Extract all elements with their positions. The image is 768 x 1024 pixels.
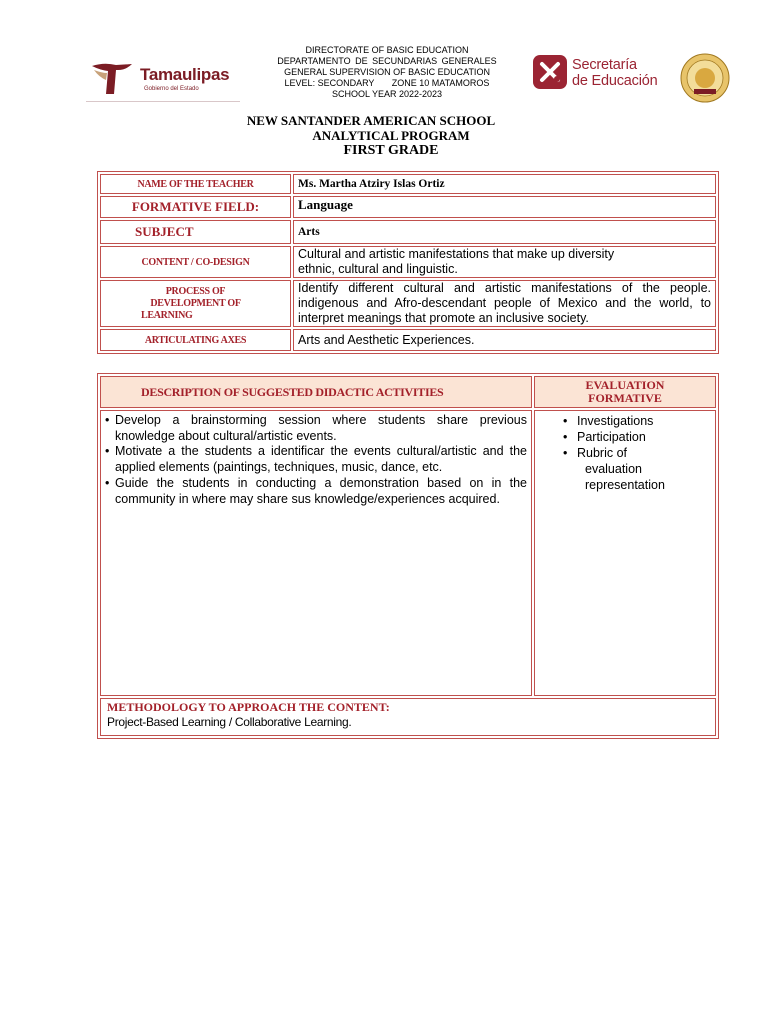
header-line: GENERAL SUPERVISION OF BASIC EDUCATION: [284, 67, 490, 77]
secretaria-emblem-icon: [533, 55, 567, 89]
program-title: ANALYTICAL PROGRAM: [312, 128, 470, 143]
grade-title: FIRST GRADE: [343, 143, 439, 158]
header-line: SCHOOL YEAR 2022-2023: [331, 89, 443, 99]
evaluation-header-line: FORMATIVE: [588, 391, 662, 405]
supervision-seal-icon: [680, 53, 730, 103]
activities-header: DESCRIPTION OF SUGGESTED DIDACTIC ACTIVITIES: [100, 376, 532, 408]
subject-value: Arts: [293, 220, 716, 244]
teacher-label: NAME OF THE TEACHER: [100, 174, 291, 194]
evaluation-text: Participation: [577, 430, 646, 444]
header-line: DEPARTAMENTO DE SECUNDARIAS GENERALES: [277, 56, 497, 66]
header-lines: [262, 45, 512, 100]
secretaria-line1: Secretaría: [572, 57, 637, 73]
activity-item: • Guide the students in conducting a demonstration based on in the community in where may share sus knowledge/experiences acquired.: [105, 475, 527, 506]
content-value-line: ethnic, cultural and linguistic.: [298, 262, 458, 276]
tamaulipas-subtitle: Gobierno del Estado: [144, 86, 199, 92]
process-label: [100, 280, 291, 327]
evaluation-header-line: EVALUATION: [585, 378, 665, 392]
methodology-value: Project-Based Learning / Collaborative Learning.: [107, 715, 352, 729]
evaluation-text: Investigations: [577, 414, 654, 428]
field-value: Language: [293, 196, 716, 218]
tamaulipas-name: Tamaulipas: [140, 65, 230, 84]
activity-text: Motivate a the students a identificar the events cultural/artistic and the applied elements (paintings, techniques, music, dance, etc.: [115, 444, 527, 475]
secretaria-line2: de Educación: [572, 73, 658, 89]
activity-text: Develop a brainstorming session where students share previous knowledge about cultural/artistic events.: [115, 413, 527, 443]
school-name: NEW SANTANDER AMERICAN SCHOOL: [246, 113, 496, 128]
header-line: LEVEL: SECONDARY ZONE 10 MATAMOROS: [284, 78, 490, 88]
teacher-value: Ms. Martha Atziry Islas Ortiz: [293, 174, 716, 194]
evaluation-item-cont: [563, 477, 711, 493]
header-line: DIRECTORATE OF BASIC EDUCATION: [305, 45, 469, 55]
logo-divider: [86, 101, 240, 102]
evaluation-header: [534, 376, 716, 408]
activity-text: Guide the students in conducting a demonstration based on in the community in where may share sus knowledge/experiences acquired.: [115, 475, 527, 506]
process-label-line: DEVELOPMENT OF: [150, 297, 241, 309]
process-value: Identify different cultural and artistic manifestations of the people. indigenous and Afro-descendant people of Mexico and the world, to interpret meanings that promote an inclusive society.: [293, 280, 716, 327]
activities-list: [100, 410, 532, 696]
subject-label: SUBJECT: [100, 220, 291, 244]
field-label: FORMATIVE FIELD:: [100, 196, 291, 218]
evaluation-item: • Participation: [563, 430, 646, 444]
content-label: CONTENT / CO-DESIGN: [100, 246, 291, 278]
content-value: [293, 246, 716, 278]
activities-table: [97, 373, 719, 739]
evaluation-text: Rubric of: [577, 446, 628, 460]
tamaulipas-emblem-icon: [90, 62, 134, 96]
tamaulipas-logo: [88, 58, 240, 104]
evaluation-text: representation: [585, 478, 665, 492]
methodology-cell: [100, 698, 716, 736]
content-value-line: Cultural and artistic manifestations that make up diversity: [298, 247, 615, 261]
evaluation-item-cont: [563, 461, 711, 477]
evaluation-item: • Investigations: [563, 414, 654, 428]
axes-label: ARTICULATING AXES: [100, 329, 291, 351]
axes-value: Arts and Aesthetic Experiences.: [293, 329, 716, 351]
process-label-line: PROCESS OF: [165, 285, 226, 297]
info-table: [97, 171, 719, 354]
methodology-label: METHODOLOGY TO APPROACH THE CONTENT:: [107, 700, 390, 714]
evaluation-list: [534, 410, 716, 696]
evaluation-text: evaluation: [585, 462, 642, 476]
activity-item: • Develop a brainstorming session where students share previous knowledge about cultural/artistic events.: [105, 413, 527, 443]
activity-item: • Motivate a the students a identificar the events cultural/artistic and the applied elements (paintings, techniques, music, dance, etc.: [105, 444, 527, 475]
secretaria-logo: [533, 54, 668, 94]
evaluation-item: • Rubric of: [563, 446, 628, 460]
process-label-line: LEARNING: [141, 309, 193, 321]
